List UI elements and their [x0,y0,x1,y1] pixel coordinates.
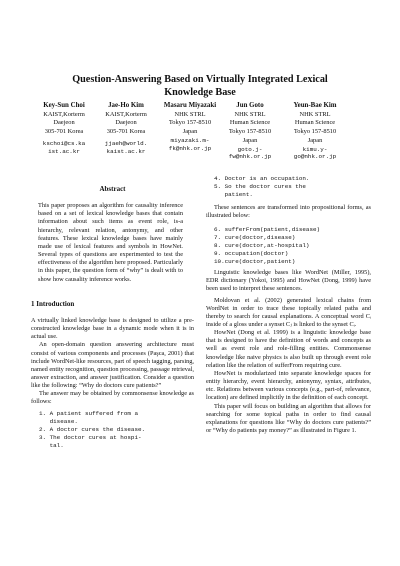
author-email-2: kaist.ac.kr [106,147,146,155]
abstract-heading: Abstract [99,185,126,193]
list-item: 6. sufferFrom(patient,disease) [214,225,321,233]
paper-title [40,73,360,99]
author-email-1: kimu.y- [302,145,328,153]
author-1 [33,101,95,155]
title-line-1: Question-Answering Based on Virtually Integrated Lexical [72,74,328,85]
author-name: Key-Sun Choi [43,102,85,109]
author-3 [160,101,220,152]
author-dept: Human Science [294,119,336,127]
author-affiliation: KAIST,Korterm [43,110,85,118]
paragraph-modular: HowNet is modularized into separate knowledge spaces for entity hierarchy, event hierarchy, antonymy, syntax, attributes, etc. Relations between various concepts (e.g., part-of, relevance, location) are defined implicitly in the definition of each concept. [206,369,371,402]
paragraph-transform: These sentences are transformed into propositional forms, as illustrated below: [206,204,371,220]
author-2 [95,101,157,155]
author-email-2: ist.ac.kr [48,147,80,155]
commonsense-list-continued [206,175,371,199]
author-affiliation: KAIST,Korterm [105,110,147,118]
proposition-list [206,226,371,266]
author-city: Tokyo 157-8510 [228,128,272,136]
list-item: 9. occupation(doctor) [214,249,289,257]
author-4 [220,101,280,161]
list-item: 5. So the doctor cures the [214,183,306,191]
author-email-2: fw@nhk.or.jp [228,153,272,161]
author-email-1: kschoi@cs.ka [42,139,86,147]
abstract-text: This paper proposes an algorithm for causality inference based on a set of lexical knowledge bases that contain information about such items as event role, is-a hierarchy, relevant relation, antonymy, and other features. These lexical knowledge bases have mainly made use of lexical features and symbols in HowNet. Several types of questions are experimented to test the effectiveness of the algorithm here proposed. Particularly in this paper, the question form of “why” is dealt with to show how causality inference works. [38,202,183,283]
author-city: Tokyo 157-8510 [293,128,337,136]
list-item: 4. Doctor is an occupation. [214,175,310,182]
list-item: 2. A doctor cures the disease. [39,425,146,433]
list-item: 7. cure(doctor,disease) [214,233,296,241]
author-block [0,101,400,171]
author-5 [282,101,348,161]
author-country: Japan [242,136,258,144]
author-email-2: go@nhk.or.jp [293,153,337,161]
section-heading-introduction: 1 Introduction [31,299,75,308]
intro-paragraph-1: A virtually linked knowledge base is designed to utilize a pre-constructed knowledge base in a dynamic mode when it is in actual use. [31,316,194,341]
author-postal: 305-701 Korea [44,128,84,136]
author-name: Masaru Miyazaki [163,102,217,109]
author-postal: 305-701 Korea [106,128,146,136]
list-item: 10.cure(doctor,patient) [214,257,296,265]
author-email-1: goto.j- [237,145,263,153]
author-name: Jae-Ho Kim [108,102,144,109]
author-city: Daejeon [53,119,75,127]
commonsense-list [31,410,194,450]
author-name: Yeun-Bae Kim [293,102,337,109]
list-item: 1. A patient suffered from a [39,409,138,417]
author-country: Japan [307,136,323,144]
paragraph-focus: This paper will focus on building an algorithm that allows for searching for some topical paths in order to find causal explanations for questions like “Why do doctors cure patients?” or “Why do patients pay money?” as illustrated in Figure 1. [206,402,371,435]
list-item: tal. [39,441,64,449]
author-affiliation: NHK STRL [299,110,331,118]
author-email-1: jjaeh@world. [104,139,148,147]
left-column [31,180,194,450]
author-affiliation: NHK STRL [174,110,206,118]
author-email-1: miyazaki.m- [170,136,210,144]
paragraph-hownet: HowNet (Dong et al. 1999) is a linguistic knowledge base that is designed to have the definition of words and concepts as well as event role and role-filling entities. Commonsense knowledge like naive physics is also built up through event role relation like the relation of sufferFrom requiring cure. [206,329,371,369]
list-item: patient. [214,191,253,199]
paragraph-moldovan: Moldovan et al. (2002) generated lexical chains from WordNet in order to trace these topically related paths and thereby to search for causal explanations. A conceptual word Cᵢ inside of a gloss under a synset Cⱼ is linked to the synset Cᵢ. [206,296,371,328]
author-email-2: fk@nhk.or.jp [168,144,212,152]
author-affiliation: NHK STRL [234,110,266,118]
list-item: disease. [39,417,78,425]
intro-paragraph-2: An open-domain question answering architecture must consist of various components and processes (Paşca, 2001) that include WordNet-like resources, part of speech tagging, parsing, named entity recognition, question processing, passage retrieval, answer extraction, and answer justification. Consider a question like the following: “Why do doctors cure patients?” [31,341,194,390]
paragraph-wordnet: Linguistic knowledge bases like WordNet (Miller, 1995), EDR dictionary (Yokoi, 1995) and HowNet (Dong, 1999) have been used to interpret these sentences. [206,269,371,293]
title-line-2: Knowledge Base [164,87,236,98]
author-city: Daejeon [115,119,137,127]
list-item: 3. The doctor cures at hospi- [39,433,142,441]
list-item: 8. cure(doctor,at-hospital) [214,241,310,249]
intro-paragraph-3: The answer may be obtained by commonsense knowledge as follows: [31,390,194,406]
author-city: Tokyo 157-8510 [168,119,212,127]
author-dept: Human Science [229,119,271,127]
right-column [206,175,371,435]
author-country: Japan [182,128,198,136]
author-name: Jun Goto [236,102,264,109]
